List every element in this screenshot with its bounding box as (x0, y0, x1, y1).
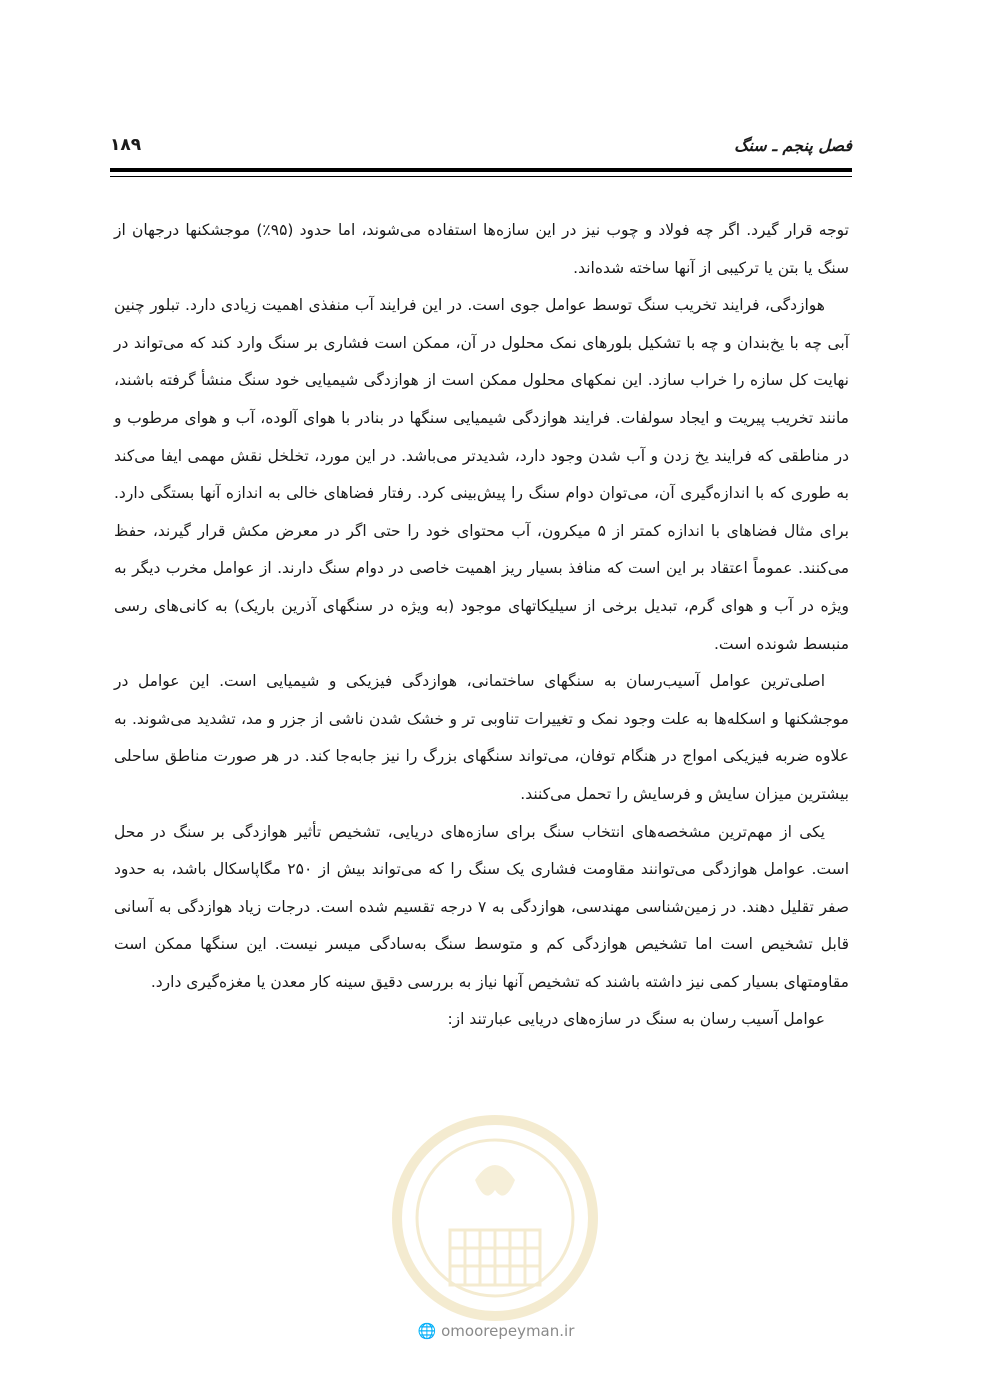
watermark-site-label: 🌐 omoorepeyman.ir (417, 1322, 575, 1340)
paragraph: هوازدگی، فرایند تخریب سنگ توسط عوامل جوی است. در این فرایند آب منفذی اهمیت زیادی دارد. تبلور چنین آبی چه با یخ‌بندان و چه با تشکیل بلورهای نمک محلول در آن، ممکن است فشاری بر سنگ وارد کند که می‌تواند در نهایت کل سازه را خراب سازد. این نمکهای محلول ممکن است از هوازدگی شیمیایی خود سنگ منشأ گرفته باشند، مانند تخریب پیریت و ایجاد سولفات. فرایند هوازدگی شیمیایی سنگها در بنادر با هوای آلوده، آب و هوای مرطوب و در مناطقی که فرایند یخ زدن و آب شدن وجود دارد، شدیدتر می‌باشد. در این مورد، تخلخل نقش مهمی ایفا می‌کند به طوری که با اندازه‌گیری آن، می‌توان دوام سنگ را پیش‌بینی کرد. رفتار فضاهای خالی به اندازه آنها بستگی دارد. برای مثال فضاهای با اندازه کمتر از ۵ میکرون، آب محتوای خود را حتی اگر در معرض مکش قرار گیرند، حفظ می‌کنند. عموماً اعتقاد بر این است که منافذ بسیار ریز اهمیت خاصی در دوام سنگ دارند. از عوامل مخرب دیگر به ویژه در آب و هوای گرم، تبدیل برخی از سیلیکاتهای موجود (به ویژه در سنگهای آذرین باریک) به کانی‌های رسی منبسط شونده است. (114, 296, 849, 653)
header-rule-thin (110, 176, 852, 177)
page-number: ۱۸۹ (110, 135, 142, 155)
body-text (114, 212, 849, 1039)
watermark-seal-icon (380, 1110, 610, 1330)
paragraph: یکی از مهم‌ترین مشخصه‌های انتخاب سنگ برای سازه‌های دریایی، تشخیص تأثیر هوازدگی بر سنگ در محل است. عوامل هوازدگی می‌توانند مقاومت فشاری یک سنگ را که می‌تواند بیش از ۲۵۰ مگاپاسکال باشد، به حدود صفر تقلیل دهند. در زمین‌شناسی مهندسی، هوازدگی به ۷ درجه تقسیم شده است. درجات زیاد هوازدگی به آسانی قابل تشخیص است اما تشخیص هوازدگی کم و متوسط سنگ به‌سادگی میسر نیست. این سنگها ممکن است مقاومتهای بسیار کمی نیز داشته باشند که تشخیص آنها نیاز به بررسی دقیق سینه کار معدن یا مغزه‌گیری دارد. (114, 822, 849, 991)
paragraph: عوامل آسیب رسان به سنگ در سازه‌های دریایی عبارتند از: (447, 1010, 825, 1029)
paragraph: توجه قرار گیرد. اگر چه فولاد و چوب نیز در این سازه‌ها استفاده می‌شوند، اما حدود (۹۵٪) موجشکنها درجهان از سنگ یا بتن یا ترکیبی از آنها ساخته شده‌اند. (114, 221, 849, 277)
globe-icon: 🌐 (417, 1322, 437, 1340)
running-header (110, 130, 852, 160)
paragraph: اصلی‌ترین عوامل آسیب‌رسان به سنگهای ساختمانی، هوازدگی فیزیکی و شیمیایی است. این عوامل در موجشکنها و اسکله‌ها به علت وجود نمک و تغییرات تناوبی تر و خشک شدن ناشی از جزر و مد، تشدید می‌شوند. به علاوه ضربه فیزیکی امواج در هنگام توفان، می‌تواند سنگهای بزرگ را نیز جابه‌جا کند. در هر صورت مناطق ساحلی بیشترین میزان سایش و فرسایش را تحمل می‌کنند. (114, 672, 849, 803)
chapter-title: فصل پنجم ـ سنگ (734, 135, 852, 155)
header-rule-thick (110, 168, 852, 172)
